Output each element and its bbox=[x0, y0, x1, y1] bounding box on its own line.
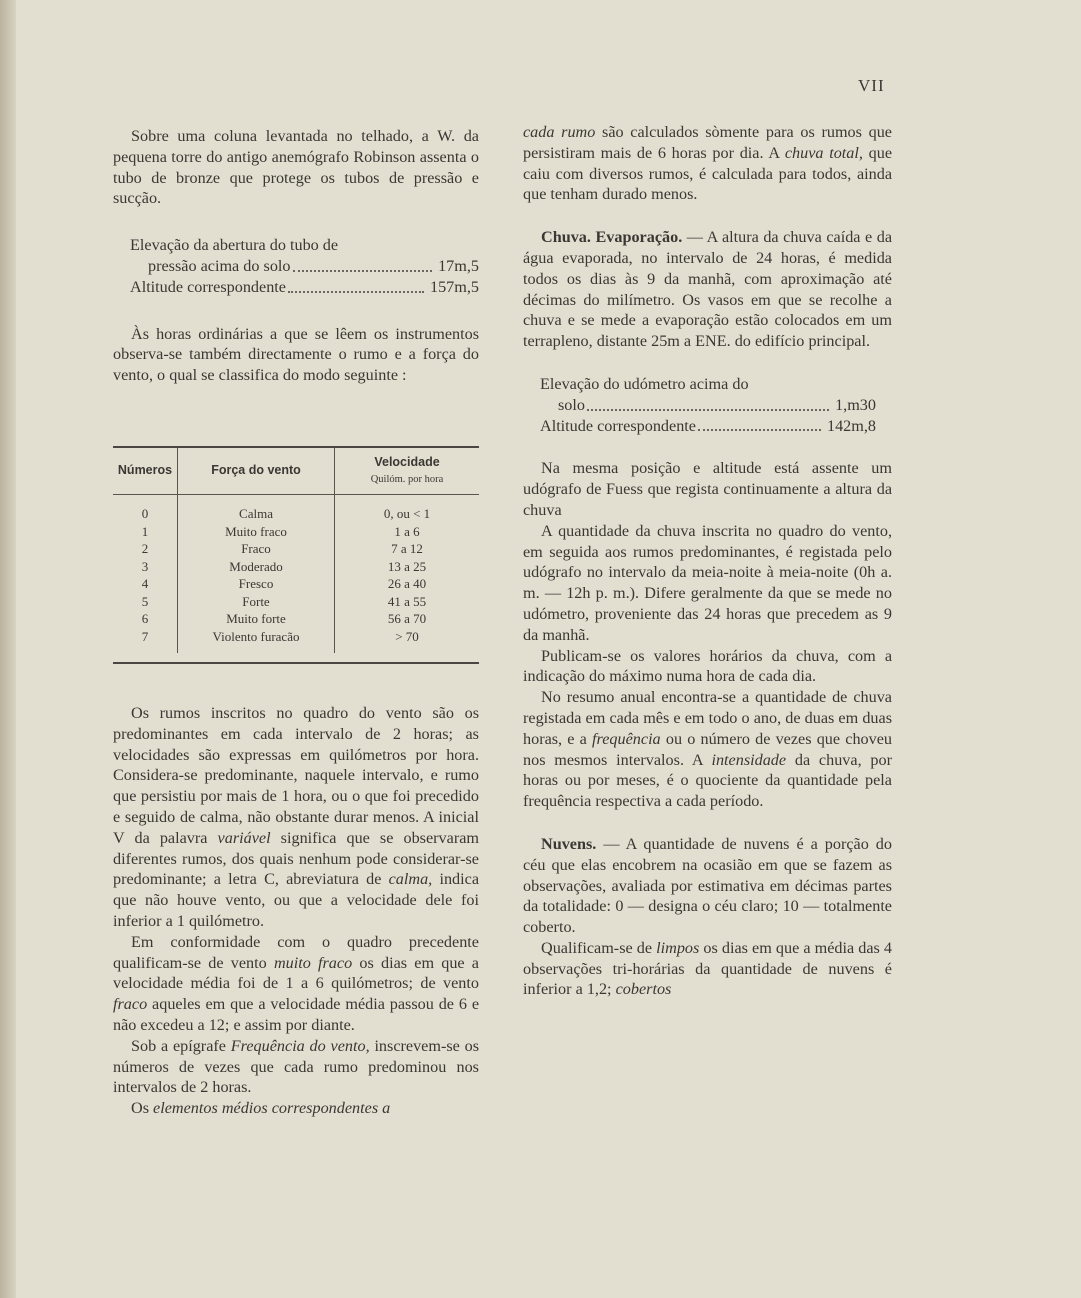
cell-velocidade: 13 a 25 bbox=[387, 558, 427, 574]
cell-number: 7 bbox=[141, 628, 149, 644]
paragraph-frequencia: Sob a epígrafe Frequência do vento, inscrevem-se os números de vezes que cada rumo predominou nos intervalos de 2 horas. bbox=[113, 1036, 480, 1097]
cell-velocidade: 1 a 6 bbox=[394, 523, 420, 539]
table-row bbox=[113, 575, 479, 593]
table-row bbox=[113, 628, 479, 654]
table-row bbox=[113, 495, 479, 523]
left-column-top bbox=[113, 126, 479, 386]
cell-forca: Forte bbox=[178, 593, 335, 611]
udometer-value: 1,m30 bbox=[835, 395, 876, 414]
udometer-altitude-label: Altitude correspondente bbox=[540, 416, 696, 435]
table-row bbox=[113, 558, 479, 576]
cell-number: 4 bbox=[141, 576, 149, 591]
paragraph-anemograph: Sobre uma coluna levantada no telhado, a W. da pequena torre do antigo anemógrafo Robinson assenta o tubo de bronze que protege os tubos de pressão e sucção. bbox=[113, 127, 479, 208]
cell-velocidade: > 70 bbox=[395, 628, 419, 644]
paragraph-resumo-anual: No resumo anual encontra-se a quantidade de chuva registada em cada mês e em todo o ano, de duas em duas horas, e a frequência ou o número de vezes que choveu nos mesmos intervalos. A intensidade da chuva, por horas ou por meses, é o quociente da quantidade pela frequência respectiva a cada período. bbox=[523, 688, 893, 811]
cell-forca: Violento furacão bbox=[178, 628, 335, 654]
paragraph-nuvens: Nuvens. — A quantidade de nuvens é a porção do céu que elas encobrem na ocasião em que se fazem as observações, avaliada por estimativa em décimas partes da totalidade: 0 — designa o céu claro; 10 — totalmente coberto. bbox=[523, 834, 892, 937]
elevation-value: 17m,5 bbox=[438, 256, 479, 275]
cell-velocidade: 26 a 40 bbox=[387, 576, 427, 591]
paragraph-limpos: Qualificam-se de limpos os dias em que a média das 4 observações tri-horárias da quantidade de nuvens é inferior a 1,2; cobertos bbox=[523, 938, 893, 999]
cell-forca: Calma bbox=[178, 495, 335, 523]
altitude-value: 157m,5 bbox=[429, 277, 479, 296]
cell-velocidade: 7 a 12 bbox=[391, 541, 423, 556]
header-forca: Força do vento bbox=[178, 447, 335, 495]
paragraph-chuva: Chuva. Evaporação. — A altura da chuva caída e da água evaporada, no intervalo de 24 horas, é medida todos os dias às 9 da manhã, com aproximação até décimas do milímetro. Os vasos em que se recolhe a chuva e se mede a evaporação estão colocados em um terrapleno, distante 25m a ENE. do edifício principal. bbox=[523, 228, 893, 351]
cell-velocidade: 41 a 55 bbox=[387, 593, 427, 609]
paragraph-quantidade: A quantidade da chuva inscrita no quadro do vento, em seguida aos rumos predominantes, é registada pelo udógrafo no intervalo da meia-noite à meia-noite (0h a. m. — 12h p. m.). Difere geralmente da que se mede no udómetro, proveniente das 24 horas que precedem as 9 da manhã. bbox=[523, 521, 892, 644]
left-column-bottom bbox=[113, 703, 479, 1119]
udometer-altitude-value: 142m,8 bbox=[826, 416, 876, 435]
cell-number: 6 bbox=[141, 611, 149, 626]
altitude-label: Altitude correspondente bbox=[130, 277, 286, 296]
paragraph-valores-horarios: Publicam-se os valores horários da chuva, com a indicação do máximo numa hora de cada dia. bbox=[523, 646, 892, 686]
udometer-label: Elevação do udómetro acima do bbox=[540, 374, 749, 393]
page-number: VII bbox=[858, 76, 885, 95]
cell-forca: Muito fraco bbox=[178, 523, 335, 541]
header-velocidade: Velocidade Quilóm. por hora bbox=[335, 447, 480, 495]
paragraph-cada-rumo: cada rumo são calculados sòmente para os rumos que persistiram mais de 6 horas por dia. A chuva total, que caiu com diversos rumos, é calculada para todos, ainda que tenham durado menos. bbox=[523, 123, 892, 204]
cell-forca: Fraco bbox=[178, 540, 335, 558]
cell-number: 0 bbox=[141, 506, 149, 521]
cell-forca: Muito forte bbox=[178, 610, 335, 628]
heading-nuvens: Nuvens. bbox=[541, 834, 597, 853]
elevation-label-2: pressão acima do solo bbox=[148, 256, 291, 275]
wind-force-table bbox=[113, 446, 479, 653]
cell-velocidade: 56 a 70 bbox=[387, 611, 427, 626]
cell-number: 1 bbox=[141, 523, 149, 539]
table-row bbox=[113, 593, 479, 611]
table-row bbox=[113, 610, 479, 628]
table-row bbox=[113, 523, 479, 541]
elevation-label: Elevação da abertura do tubo de bbox=[130, 236, 339, 255]
page-binding-edge bbox=[0, 0, 16, 1298]
cell-forca: Fresco bbox=[178, 575, 335, 593]
udometer-label-2: solo bbox=[558, 395, 585, 414]
cell-number: 3 bbox=[141, 558, 149, 574]
paragraph-udografo: Na mesma posição e altitude está assente um udógrafo de Fuess que regista continuamente a altura da chuva bbox=[523, 459, 892, 519]
paragraph-wind-intro: Às horas ordinárias a que se lêem os instrumentos observa-se também directamente o rumo e a força do vento, o qual se classifica do modo seguinte : bbox=[113, 324, 479, 385]
right-column bbox=[523, 122, 892, 1000]
paragraph-rumos: Os rumos inscritos no quadro do vento são os predominantes em cada intervalo de 2 horas; as velocidades são expressas em quilómetros por hora. Considera-se predominante, naquele intervalo, e rumo que persistiu por mais de 1 hora, ou o que foi precedido e seguido de calma, não obstante durar menos. A inicial V da palavra variável significa que se observaram diferentes rumos, dos quais nenhum pode considerar-se predominante; a letra C, abreviatura de calma, indica que não houve vento, ou que a velocidade dele foi inferior a 1 quilómetro. bbox=[113, 704, 480, 930]
table-bottom-rule bbox=[113, 662, 479, 664]
udometer-block bbox=[523, 374, 892, 436]
table-row bbox=[113, 540, 479, 558]
paragraph-conformidade: Em conformidade com o quadro precedente qualificam-se de vento muito fraco os dias em que a velocidade média foi de 1 a 6 quilómetros; de vento fraco aqueles em que a velocidade média passou de 6 e não excedeu a 12; e assim por diante. bbox=[113, 932, 480, 1034]
cell-forca: Moderado bbox=[178, 558, 335, 576]
paragraph-elementos: Os elementos médios correspondentes a bbox=[131, 1099, 391, 1118]
cell-velocidade: 0, ou < 1 bbox=[383, 506, 431, 521]
cell-number: 2 bbox=[141, 541, 149, 556]
cell-number: 5 bbox=[141, 593, 149, 609]
heading-chuva: Chuva. Evaporação. bbox=[541, 228, 683, 247]
header-numeros: Números bbox=[113, 447, 178, 495]
elevation-block bbox=[113, 235, 479, 297]
